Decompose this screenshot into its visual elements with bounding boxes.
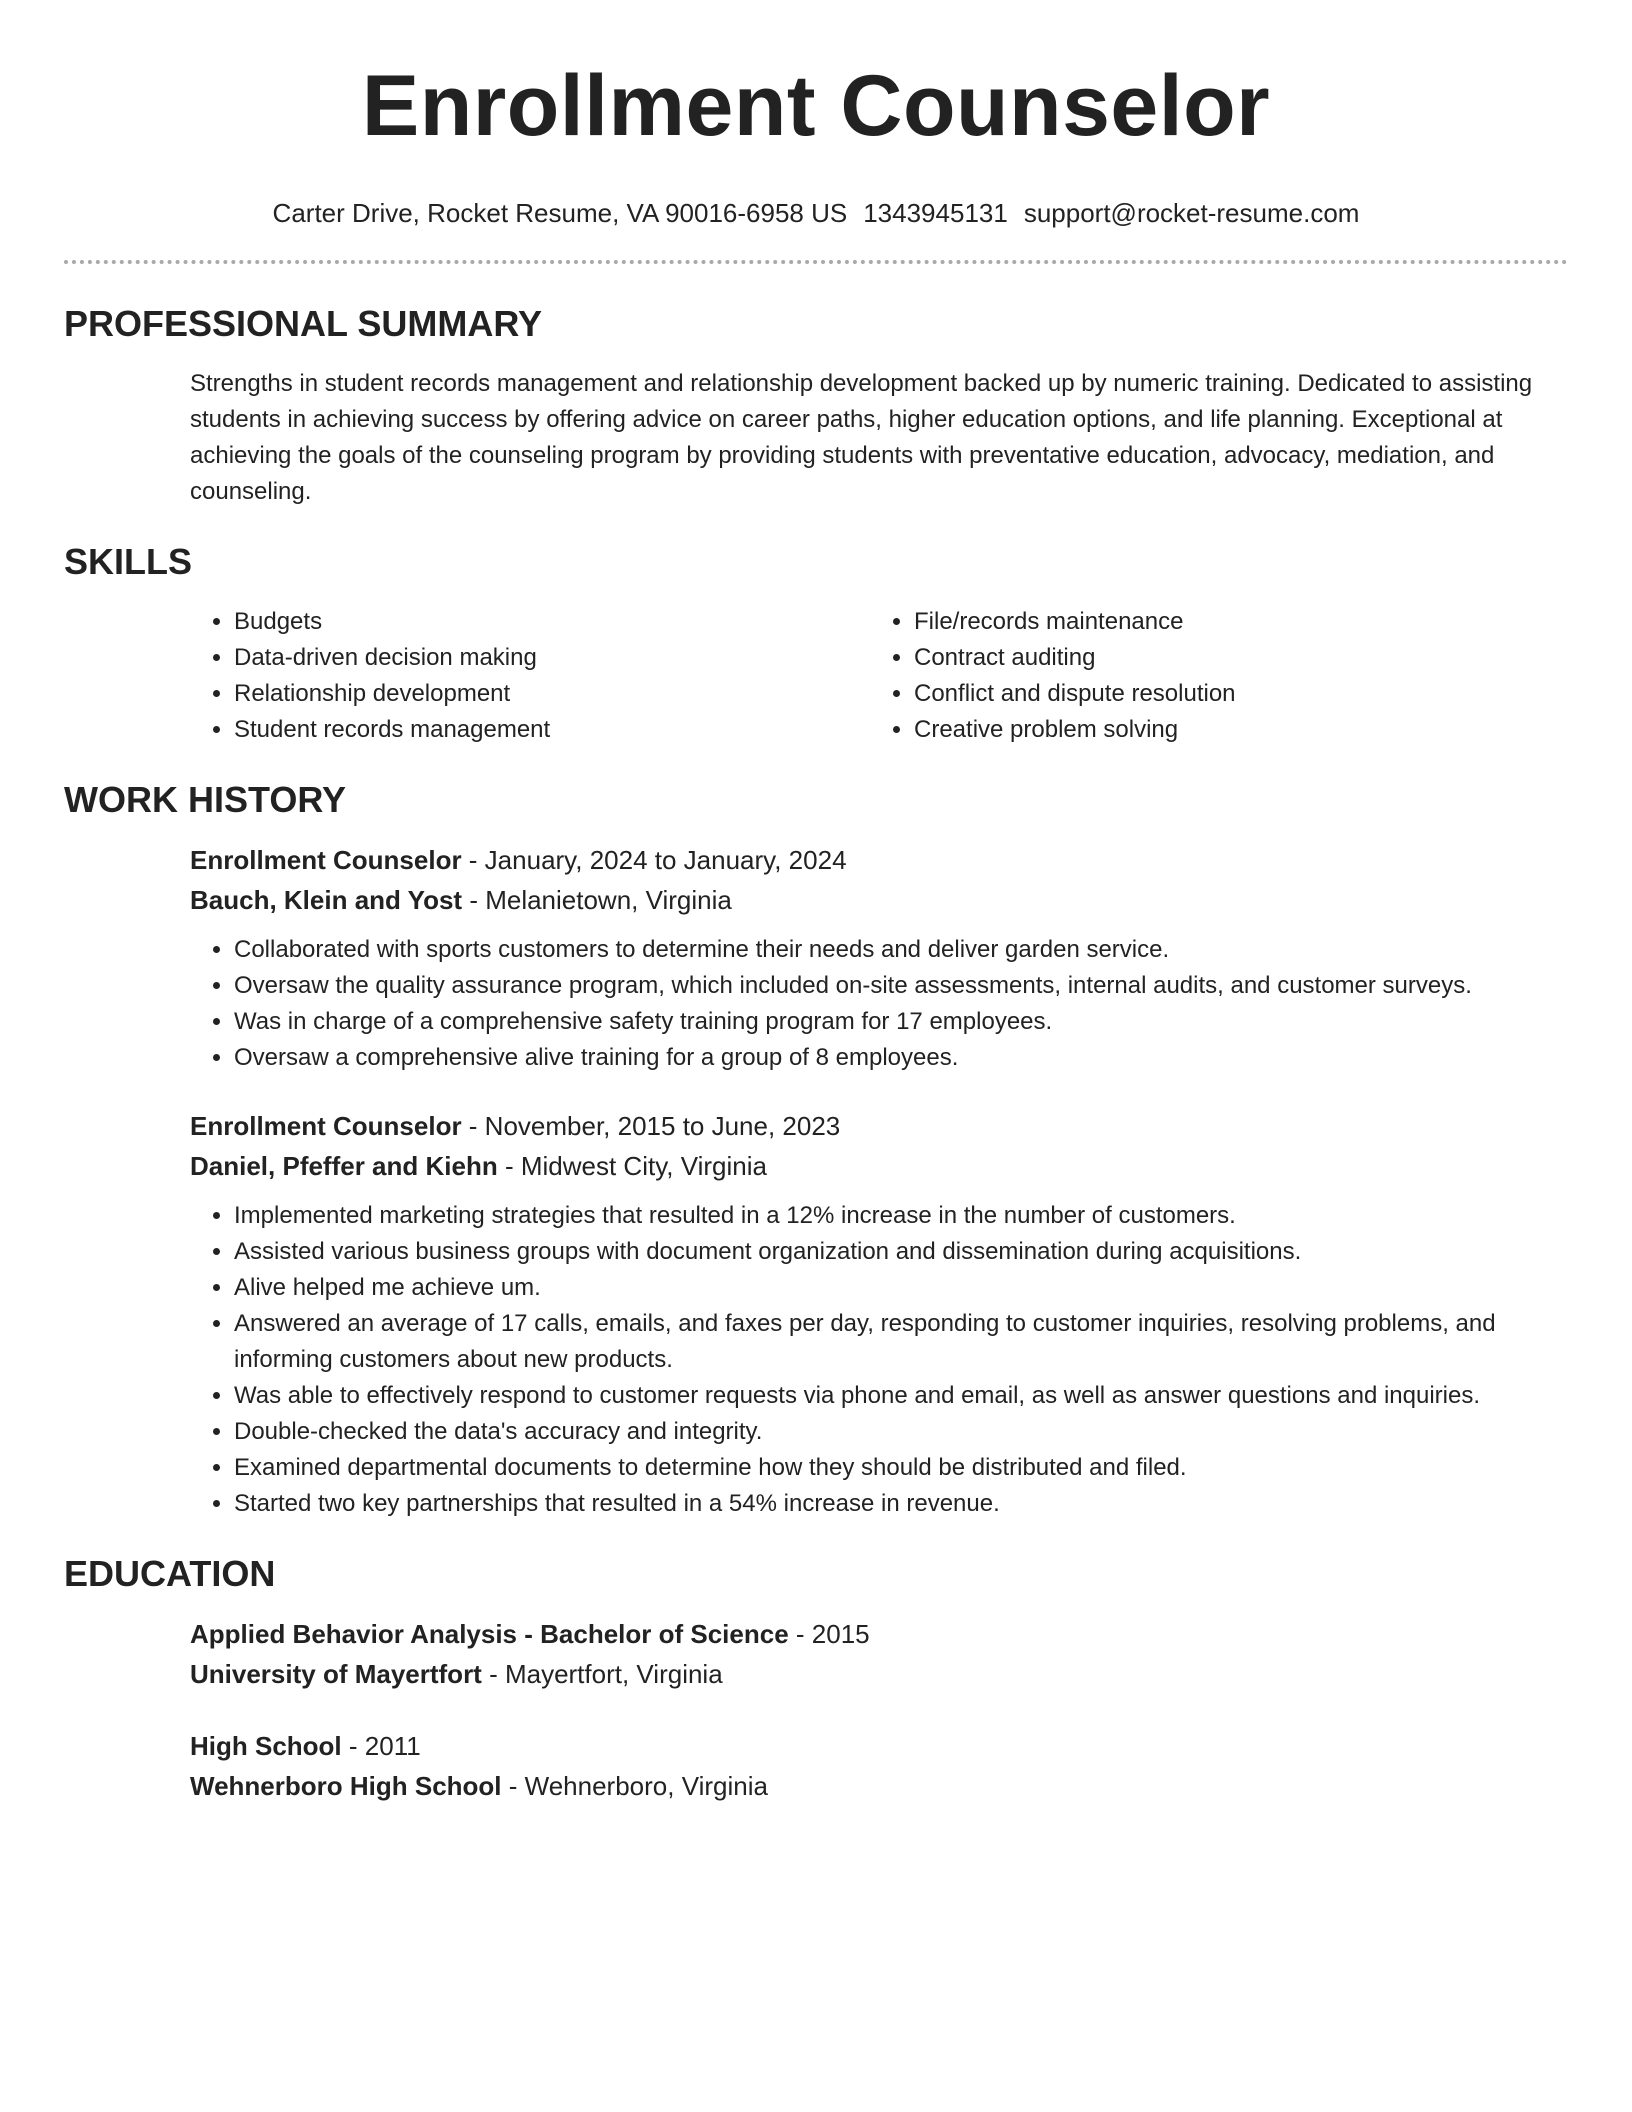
contact-phone: 1343945131 (863, 198, 1008, 228)
job-bullet: • Examined departmental documents to determine how they should be distributed and filed. (234, 1450, 1568, 1486)
job-title-line (190, 840, 1568, 880)
job-bullet: • Assisted various business groups with document organization and dissemination during acquisitions. (234, 1234, 1568, 1270)
education-school-line (190, 1766, 1568, 1806)
skill-item: • Budgets (234, 604, 870, 640)
summary-text: Strengths in student records management and relationship development backed up by numeric training. Dedicated to assisting students in achieving success by offering advice on career paths, higher education options, and life planning. Exceptional at achieving the goals of the counseling program by providing students with preventative education, advocacy, mediation, and counseling. (190, 370, 1533, 505)
skill-item: • Contract auditing (914, 640, 1550, 676)
job-company: Bauch, Klein and Yost (190, 885, 463, 915)
job-bullet: • Answered an average of 17 calls, emails, and faxes per day, responding to customer inquiries, resolving problems, and informing customers about new products. (234, 1306, 1568, 1378)
job-location: - Melanietown, Virginia (462, 885, 732, 915)
skill-item: • Conflict and dispute resolution (914, 676, 1550, 712)
job-dates: - November, 2015 to June, 2023 (461, 1111, 841, 1141)
job-company-line (190, 1146, 1568, 1186)
work-section (64, 778, 1568, 1522)
contact-address: Carter Drive, Rocket Resume, VA 90016-6958 US (272, 198, 848, 228)
skill-item: • Data-driven decision making (234, 640, 870, 676)
work-title: WORK HISTORY (64, 779, 347, 820)
job-location: - Midwest City, Virginia (497, 1151, 767, 1181)
education-section (64, 1552, 1568, 1806)
education-entry (190, 1614, 1568, 1694)
job-bullet: • Implemented marketing strategies that resulted in a 12% increase in the number of customers. (234, 1198, 1568, 1234)
education-entry (190, 1726, 1568, 1806)
education-degree: High School (190, 1731, 342, 1761)
job-dates: - January, 2024 to January, 2024 (461, 845, 847, 875)
job-company-line (190, 880, 1568, 920)
education-school: University of Mayertfort (190, 1659, 482, 1689)
education-degree-line (190, 1726, 1568, 1766)
contact-line (64, 196, 1568, 230)
job-bullet: • Oversaw the quality assurance program, which included on-site assessments, internal audits, and customer surveys. (234, 968, 1568, 1004)
job-title-line (190, 1106, 1568, 1146)
job-bullet: • Alive helped me achieve um. (234, 1270, 1568, 1306)
summary-section (64, 302, 1568, 510)
header-divider (64, 260, 1568, 264)
education-title: EDUCATION (64, 1553, 276, 1594)
skills-column-left (190, 604, 870, 748)
resume-header (64, 0, 1568, 264)
job-entry (190, 1106, 1568, 1522)
job-bullet: • Started two key partnerships that resulted in a 54% increase in revenue. (234, 1486, 1568, 1522)
candidate-name: Enrollment Counselor (361, 58, 1271, 154)
education-degree: Applied Behavior Analysis - Bachelor of Science (190, 1619, 789, 1649)
education-location: - Mayertfort, Virginia (481, 1659, 723, 1689)
contact-email: support@rocket-resume.com (1023, 198, 1360, 228)
education-year: - 2015 (788, 1619, 870, 1649)
job-entry (190, 840, 1568, 1076)
education-school-line (190, 1654, 1568, 1694)
job-bullet: • Was able to effectively respond to customer requests via phone and email, as well as answer questions and inquiries. (234, 1378, 1568, 1414)
skill-item: • File/records maintenance (914, 604, 1550, 640)
skills-title: SKILLS (64, 541, 193, 582)
skills-section (64, 540, 1568, 748)
skill-item: • Relationship development (234, 676, 870, 712)
education-location: - Wehnerboro, Virginia (501, 1771, 768, 1801)
job-bullet: • Collaborated with sports customers to determine their needs and deliver garden service. (234, 932, 1568, 968)
job-company: Daniel, Pfeffer and Kiehn (190, 1151, 498, 1181)
job-role: Enrollment Counselor (190, 845, 462, 875)
skill-item: • Student records management (234, 712, 870, 748)
education-degree-line (190, 1614, 1568, 1654)
job-bullet: • Oversaw a comprehensive alive training for a group of 8 employees. (234, 1040, 1568, 1076)
job-bullet: • Double-checked the data's accuracy and integrity. (234, 1414, 1568, 1450)
summary-title: PROFESSIONAL SUMMARY (64, 303, 543, 344)
education-year: - 2011 (341, 1731, 421, 1761)
job-bullet: • Was in charge of a comprehensive safety training program for 17 employees. (234, 1004, 1568, 1040)
job-role: Enrollment Counselor (190, 1111, 462, 1141)
education-school: Wehnerboro High School (190, 1771, 502, 1801)
skill-item: • Creative problem solving (914, 712, 1550, 748)
skills-column-right (870, 604, 1550, 748)
resume-page (64, 0, 1568, 1806)
